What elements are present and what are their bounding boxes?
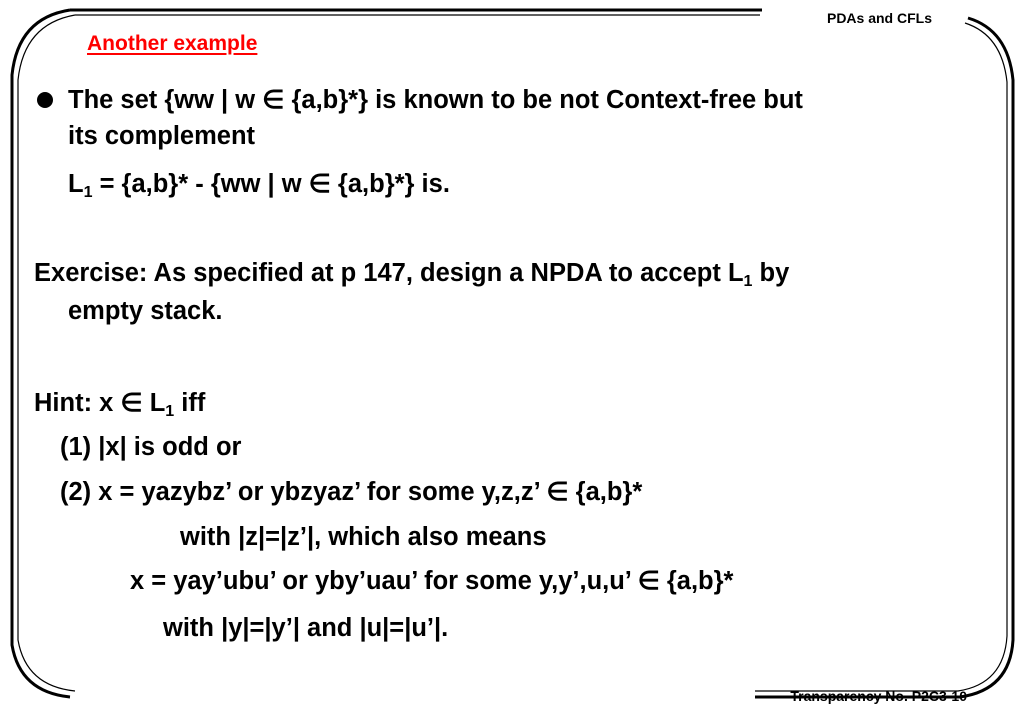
hint-line (34, 388, 205, 427)
l1-definition (68, 169, 450, 208)
l1-symbol: L (68, 170, 84, 198)
exercise-subscript: 1 (743, 273, 753, 290)
l1-subscript: 1 (83, 184, 93, 201)
hint-text: Hint: x ∈ L (34, 389, 166, 417)
exercise-line-2: empty stack. (68, 297, 223, 325)
exercise-line-1 (34, 258, 789, 297)
bullet-line-1: The set {ww | w ∈ {a,b}*} is known to be not Context-free but (68, 86, 803, 114)
hint-item-3-continued: with |y|=|y’| and |u|=|u’|. (163, 614, 449, 642)
bullet-line-2: its complement (68, 122, 256, 150)
hint-subscript: 1 (165, 403, 175, 420)
header-topic: PDAs and CFLs (826, 10, 932, 26)
l1-expression: = {a,b}* - {ww | w ∈ {a,b}*} is. (92, 170, 450, 198)
hint-item-2-continued: with |z|=|z’|, which also means (180, 523, 547, 551)
exercise-text: Exercise: As specified at p 147, design a NPDA to accept L (34, 259, 744, 287)
hint-item-2: (2) x = yazybz’ or ybzyaz’ for some y,z,z’ ∈ {a,b}* (60, 478, 643, 506)
hint-item-3: x = yay’ubu’ or yby’uau’ for some y,y’,u,u’ ∈ {a,b}* (130, 567, 734, 595)
slide-title: Another example (87, 32, 258, 55)
exercise-text-end: by (752, 259, 790, 287)
hint-item-1: (1) |x| is odd or (60, 433, 242, 461)
hint-text-end: iff (174, 389, 206, 417)
bullet-dot-icon (37, 92, 53, 108)
transparency-number: Transparency No. P2C3-10 (790, 688, 967, 704)
